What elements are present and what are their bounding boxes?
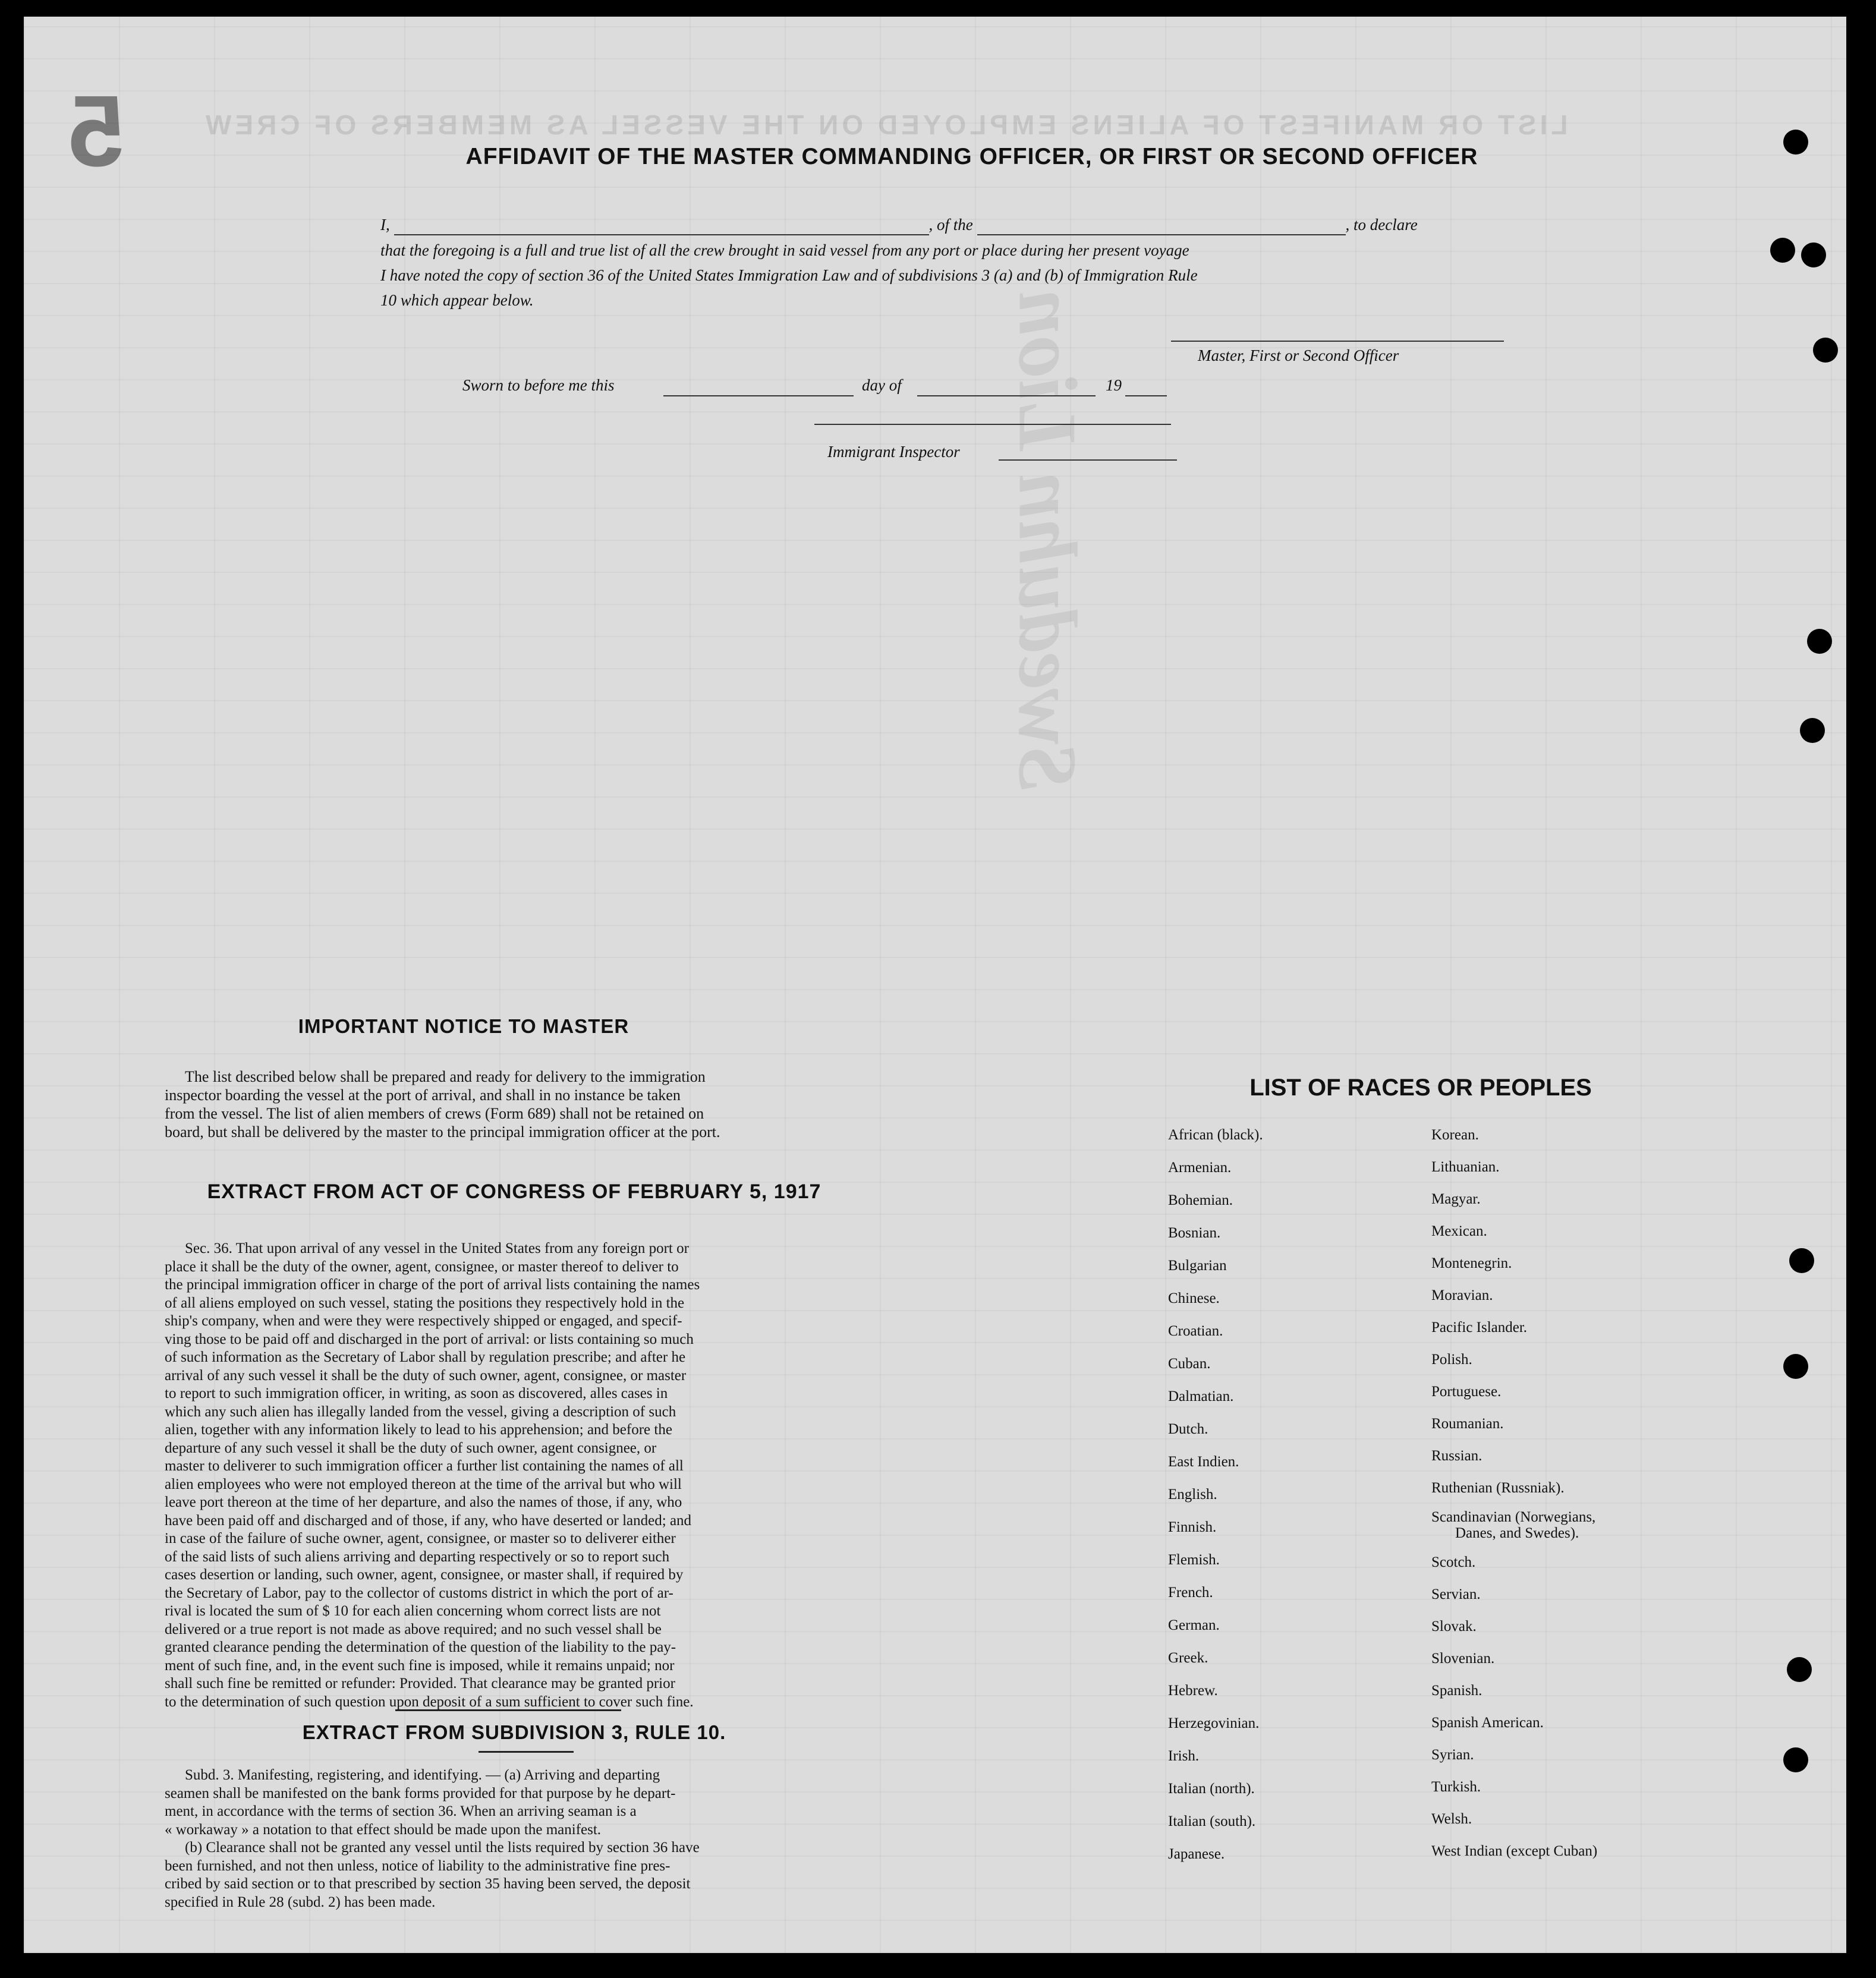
- race-item: Dalmatian.: [1168, 1388, 1234, 1404]
- race-item: Hebrew.: [1168, 1683, 1218, 1699]
- notice-line: The list described below shall be prepared and ready for delivery to the immigration: [185, 1068, 706, 1085]
- affidavit-line-2: that the foregoing is a full and true list of all the crew brought in said vessel from any port or place during her present voyage: [380, 241, 1189, 259]
- sworn-prefix-label: Sworn to before me this: [462, 376, 615, 394]
- race-item: Mexican.: [1431, 1223, 1487, 1239]
- act-line: the principal immigration officer in charge of the port of arrival lists containing the names: [165, 1277, 700, 1293]
- race-item: Pacific Islander.: [1431, 1319, 1528, 1336]
- race-item: Italian (south).: [1168, 1813, 1256, 1829]
- sworn-year-blank[interactable]: [1125, 395, 1167, 396]
- race-item: Italian (north).: [1168, 1781, 1255, 1797]
- affidavit-title: AFFIDAVIT OF THE MASTER COMMANDING OFFICER, OR FIRST OR SECOND OFFICER: [465, 144, 1478, 169]
- race-item: Welsh.: [1431, 1811, 1472, 1827]
- act-line: granted clearance pending the determination of the question of the liability to the pay-: [165, 1639, 676, 1655]
- race-item: Bohemian.: [1168, 1192, 1233, 1208]
- act-line: of such information as the Secretary of Labor shall by regulation prescribe; and after he: [165, 1349, 686, 1365]
- race-item: German.: [1168, 1617, 1220, 1633]
- race-item: Magyar.: [1431, 1191, 1481, 1207]
- punch-hole: [1800, 718, 1825, 743]
- bleed-through-script: Sweduhn Lion: [1001, 289, 1094, 791]
- notice-line: inspector boarding the vessel at the port of arrival, and shall in no instance be taken: [165, 1086, 681, 1104]
- act-line: cases desertion or landing, such owner, agent, consignee, or master shall, if required by: [165, 1567, 684, 1583]
- document-page: [24, 17, 1846, 1953]
- race-item: English.: [1168, 1486, 1217, 1503]
- race-item: Scotch.: [1431, 1554, 1476, 1570]
- race-item: Montenegrin.: [1431, 1255, 1512, 1271]
- act-line: which any such alien has illegally landed from the vessel, giving a description of such: [165, 1403, 676, 1420]
- race-item: Roumanian.: [1431, 1416, 1504, 1432]
- punch-hole: [1783, 1747, 1808, 1772]
- act-line: rival is located the sum of $ 10 for each alien concerning whom correct lists are not: [165, 1603, 661, 1619]
- race-item: Servian.: [1431, 1586, 1481, 1602]
- sworn-day-of-label: day of: [862, 376, 902, 394]
- act-extract-title: EXTRACT FROM ACT OF CONGRESS OF FEBRUARY 5, 1917: [207, 1180, 821, 1203]
- punch-hole: [1801, 242, 1826, 267]
- race-item: Korean.: [1431, 1127, 1479, 1143]
- race-item: Danes, and Swedes).: [1455, 1525, 1579, 1541]
- act-line: to the determination of such question upon deposit of a sum sufficient to cover such fine.: [165, 1693, 694, 1710]
- affidavit-declare-label: , to declare: [1345, 216, 1418, 234]
- act-line: place it shall be the duty of the owner, agent, consignee, or master thereof to deliver to: [165, 1258, 679, 1275]
- act-line: alien, together with any information likely to lead to his apprehension; and before the: [165, 1422, 672, 1438]
- act-line: Sec. 36. That upon arrival of any vessel in the United States from any foreign port or: [185, 1240, 689, 1256]
- act-line: departure of any such vessel it shall be the duty of such owner, agent consignee, or: [165, 1440, 657, 1456]
- rule-line: (b) Clearance shall not be granted any vessel until the lists required by section 36 have: [185, 1840, 700, 1856]
- race-item: Polish.: [1431, 1352, 1472, 1368]
- act-line: delivered or a true report is not made as above required; and no such vessel shall be: [165, 1621, 662, 1637]
- race-item: Syrian.: [1431, 1747, 1474, 1763]
- act-line: to report to such immigration officer, in writing, as soon as discovered, alles cases in: [165, 1385, 668, 1401]
- affidavit-i-label: I,: [380, 216, 390, 234]
- rule-line: been furnished, and not then unless, notice of liability to the administrative fine pres-: [165, 1857, 671, 1874]
- race-item: Russian.: [1431, 1448, 1482, 1464]
- notice-line: board, but shall be delivered by the master to the principal immigration officer at the port.: [165, 1123, 720, 1141]
- rule-extract-body: [165, 1766, 860, 1911]
- race-item: Dutch.: [1168, 1421, 1208, 1437]
- race-item: Bosnian.: [1168, 1225, 1221, 1241]
- notice-line: from the vessel. The list of alien members of crews (Form 689) shall not be retained on: [165, 1105, 704, 1122]
- rule-line: Subd. 3. Manifesting, registering, and identifying. — (a) Arriving and departing: [185, 1767, 660, 1783]
- act-line: master to deliverer to such immigration officer a further list containing the names of all: [165, 1458, 684, 1474]
- race-item: Croatian.: [1168, 1323, 1223, 1339]
- punch-hole: [1787, 1657, 1812, 1682]
- act-line: the Secretary of Labor, pay to the collector of customs district in which the port of ar-: [165, 1585, 673, 1601]
- race-item: Scandinavian (Norwegians,: [1431, 1509, 1596, 1525]
- race-item: Slovak.: [1431, 1618, 1477, 1634]
- race-item: West Indian (except Cuban): [1431, 1843, 1598, 1859]
- rule-extract-title: EXTRACT FROM SUBDIVISION 3, RULE 10.: [302, 1721, 726, 1743]
- race-item: Bulgarian: [1168, 1258, 1227, 1274]
- race-item: Irish.: [1168, 1748, 1200, 1764]
- race-item: Lithuanian.: [1431, 1159, 1500, 1175]
- race-item: Chinese.: [1168, 1290, 1220, 1306]
- act-line: have been paid off and discharged and of those, if any, who have deserted or landed; and: [165, 1512, 692, 1529]
- sworn-month-blank[interactable]: [917, 395, 1096, 396]
- act-extract-body: [165, 1240, 860, 1711]
- act-line: of all aliens employed on such vessel, stating the positions they respectively hold in the: [165, 1294, 685, 1311]
- vessel-name-blank[interactable]: [977, 216, 1346, 235]
- race-item: Japanese.: [1168, 1846, 1225, 1862]
- race-item: Moravian.: [1431, 1287, 1493, 1303]
- master-name-blank[interactable]: [394, 216, 929, 235]
- act-line: ving those to be paid off and discharged in the port of arrival: or lists containing so much: [165, 1331, 694, 1347]
- races-title: LIST OF RACES OR PEOPLES: [1249, 1075, 1592, 1101]
- rule-line: ment, in accordance with the terms of section 36. When an arriving seaman is a: [165, 1803, 637, 1819]
- affidavit-line-4: 10 which appear below.: [380, 291, 534, 309]
- act-line: leave port thereon at the time of her departure, and also the names of those, if any, who: [165, 1494, 682, 1510]
- race-item: Cuban.: [1168, 1356, 1211, 1372]
- act-line: ment of such fine, and, in the event such fine is imposed, while it remains unpaid; nor: [165, 1657, 675, 1674]
- act-line: ship's company, when and were they were respectively shipped or engaged, and specif-: [165, 1313, 682, 1329]
- stamped-number: 5: [68, 75, 125, 188]
- punch-hole: [1783, 130, 1808, 155]
- race-item: Herzegovinian.: [1168, 1715, 1260, 1731]
- affidavit-line-1: [380, 216, 1540, 235]
- punch-hole: [1770, 238, 1795, 263]
- sworn-rule: [814, 424, 1171, 425]
- rule-line: seamen shall be manifested on the bank forms provided for that purpose by he depart-: [165, 1785, 676, 1801]
- act-line: in case of the failure of suche owner, agent, consignee, or master so to deliverer either: [165, 1530, 676, 1547]
- sworn-day-blank[interactable]: [663, 395, 854, 396]
- punch-hole: [1783, 1354, 1808, 1379]
- race-item: Armenian.: [1168, 1160, 1232, 1176]
- notice-body: [165, 1067, 860, 1141]
- punch-hole: [1807, 629, 1832, 654]
- act-line: alien employees who were not employed thereon at the time of the arrival but who will: [165, 1476, 682, 1492]
- race-item: Portuguese.: [1431, 1384, 1502, 1400]
- race-item: Turkish.: [1431, 1779, 1481, 1795]
- punch-hole: [1789, 1248, 1814, 1273]
- punch-hole: [1813, 338, 1838, 363]
- affidavit-of-the-label: , of the: [928, 216, 973, 234]
- act-line: of the said lists of such aliens arriving and departing respectively or so to report such: [165, 1548, 670, 1565]
- race-item: Slovenian.: [1431, 1651, 1495, 1667]
- signature-line[interactable]: [1171, 341, 1504, 342]
- act-line: shall such fine be remitted or refunder: Provided. That clearance may be granted prior: [165, 1675, 675, 1692]
- rule-line: specified in Rule 28 (subd. 2) has been made.: [165, 1894, 436, 1910]
- signature-label: Master, First or Second Officer: [1198, 347, 1399, 364]
- sworn-year-label: 19: [1106, 376, 1122, 394]
- section-divider: [479, 1751, 574, 1753]
- race-item: African (black).: [1168, 1127, 1263, 1143]
- race-item: Finnish.: [1168, 1519, 1217, 1535]
- section-divider: [395, 1709, 621, 1711]
- inspector-signature-line[interactable]: [999, 459, 1177, 461]
- bleed-through-header: LIST OR MANIFEST OF ALIENS EMPLOYED ON THE VESSEL AS MEMBERS OF CREW: [202, 109, 1568, 140]
- race-item: Ruthenian (Russniak).: [1431, 1480, 1565, 1496]
- rule-line: cribed by said section or to that prescribed by section 35 having been served, the deposit: [165, 1876, 691, 1892]
- act-line: arrival of any such vessel it shall be the duty of such owner, agent, consignee, or master: [165, 1367, 687, 1384]
- race-item: Spanish American.: [1431, 1715, 1544, 1731]
- rule-line: « workaway » a notation to that effect should be made upon the manifest.: [165, 1821, 602, 1838]
- race-item: French.: [1168, 1585, 1213, 1601]
- inspector-label: Immigrant Inspector: [827, 443, 960, 461]
- race-item: East Indien.: [1168, 1454, 1239, 1470]
- race-item: Flemish.: [1168, 1552, 1220, 1568]
- affidavit-line-3: I have noted the copy of section 36 of the United States Immigration Law and of subdivisions 3 (a) and (b) of Immigration Rule: [380, 266, 1198, 284]
- race-item: Greek.: [1168, 1650, 1208, 1666]
- race-item: Spanish.: [1431, 1683, 1482, 1699]
- notice-title: IMPORTANT NOTICE TO MASTER: [298, 1015, 629, 1037]
